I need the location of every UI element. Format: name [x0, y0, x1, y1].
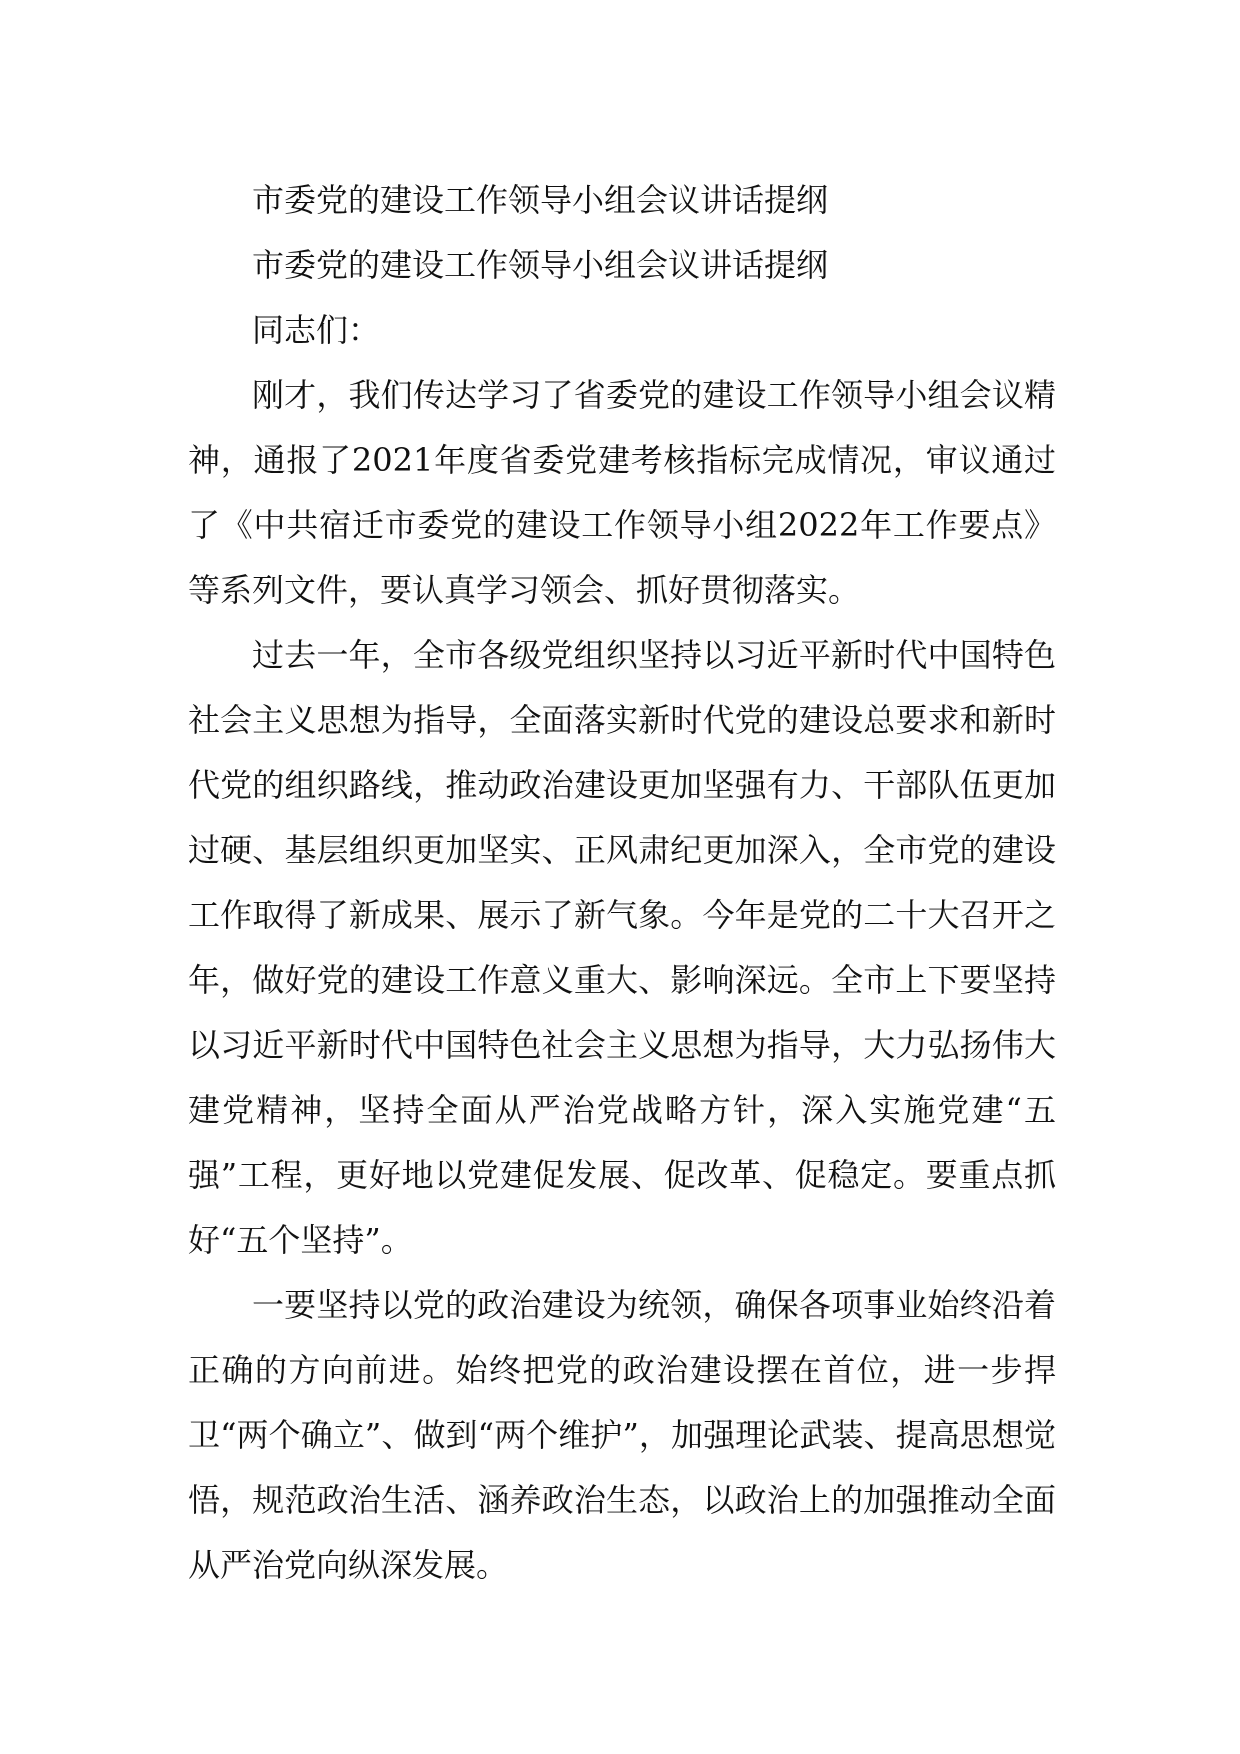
- salutation: 同志们：: [252, 311, 381, 349]
- document-title: 市委党的建设工作领导小组会议讲话提纲: [252, 181, 829, 219]
- paragraph-intro: 刚才，我们传达学习了省委党的建设工作领导小组会议精神，通报了2021年度省委党建考核指标完成情况，审议通过了《中共宿迁市委党的建设工作领导小组2022年工作要点》等系列文件，要认真学习领会、抓好贯彻落实。: [188, 376, 1056, 609]
- document-page: [188, 168, 1056, 1598]
- paragraph-review: 过去一年，全市各级党组织坚持以习近平新时代中国特色社会主义思想为指导，全面落实新时代党的建设总要求和新时代党的组织路线，推动政治建设更加坚强有力、干部队伍更加过硬、基层组织更加坚实、正风肃纪更加深入，全市党的建设工作取得了新成果、展示了新气象。今年是党的二十大召开之年，做好党的建设工作意义重大、影响深远。全市上下要坚持以习近平新时代中国特色社会主义思想为指导，大力弘扬伟大建党精神，坚持全面从严治党战略方针，深入实施党建“五强”工程，更好地以党建促发展、促改革、促稳定。要重点抓好“五个坚持”。: [188, 636, 1056, 1259]
- document-title-repeat: 市委党的建设工作领导小组会议讲话提纲: [252, 246, 829, 284]
- paragraph-point-one: 一要坚持以党的政治建设为统领，确保各项事业始终沿着正确的方向前进。始终把党的政治建设摆在首位，进一步捍卫“两个确立”、做到“两个维护”，加强理论武装、提高思想觉悟，规范政治生活、涵养政治生态，以政治上的加强推动全面从严治党向纵深发展。: [188, 1286, 1056, 1584]
